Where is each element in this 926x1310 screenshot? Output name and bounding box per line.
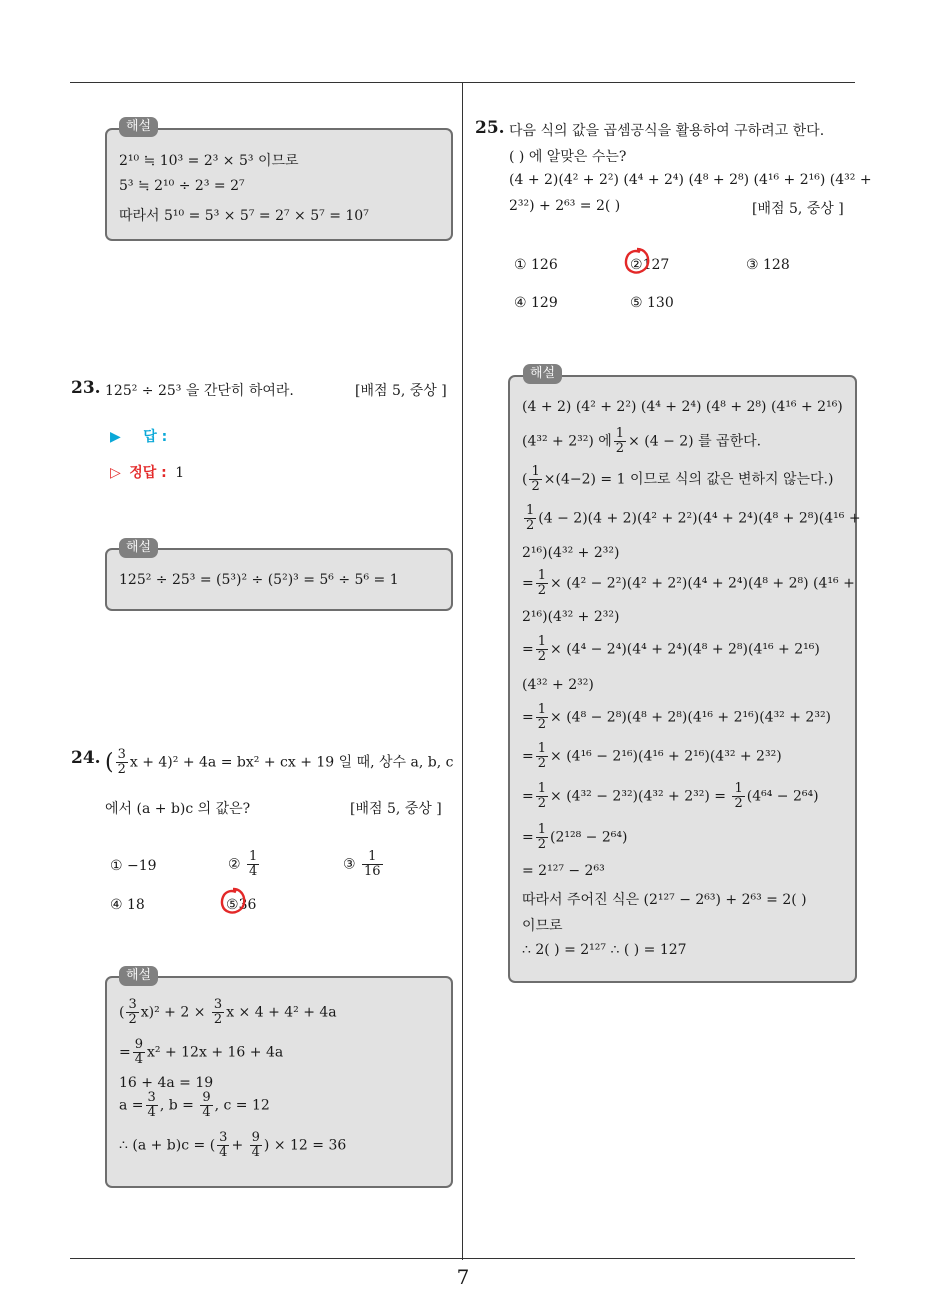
explanation-line: 16 + 4a = 19 [119,1075,214,1091]
explanation-line: 따라서 주어진 식은 (2¹²⁷ − 2⁶³) + 2⁶³ = 2( ) [522,892,807,908]
explanation-tag: 해설 [523,364,562,384]
explanation-box-22 [105,128,453,241]
bottom-rule [70,1258,855,1259]
question-number: 23. [71,378,101,398]
explanation-tag: 해설 [119,538,158,558]
explanation-line: ( $\frac{1}{2}$ ×(4−2) = 1 이므로 식의 값은 변하지 않는다.) [522,464,834,494]
question-number: 25. [475,118,505,138]
points-label: [배점 5, 중상 ] [752,201,844,217]
explanation-box-25 [508,375,861,983]
explanation-line: 이므로 [522,918,563,934]
option-4[interactable]: ④ 18 [110,897,145,913]
explanation-line: 125² ÷ 25³ = (5³)² ÷ (5²)³ = 5⁶ ÷ 5⁶ = 1 [119,572,399,588]
explanation-tag: 해설 [119,117,158,137]
explanation-line: 따라서 5¹⁰ = 5³ × 5⁷ = 2⁷ × 5⁷ = 10⁷ [119,208,369,224]
question-text-line2: 에서 (a + b)c 의 값은? [105,801,251,817]
question-text: 다음 식의 값을 곱셈공식을 활용하여 구하려고 한다. [509,123,825,139]
explanation-box-23 [105,548,453,611]
explanation-line: = $\frac{1}{2}$ (2¹²⁸ − 2⁶⁴) [522,822,628,852]
option-1[interactable]: ① −19 [110,858,157,874]
explanation-line: = $\frac{9}{4}$ x² + 12x + 16 + 4a [119,1037,284,1067]
answer-arrow-icon: ▶ [110,429,121,445]
explanation-line: ∴ 2( ) = 2¹²⁷ ∴ ( ) = 127 [522,942,687,958]
option-3[interactable]: ③ 128 [746,257,790,273]
correct-answer-value: 1 [175,465,185,481]
explanation-line: (4³² + 2³²) 에 $\frac{1}{2}$ × (4 − 2) 를 곱한다. [522,426,762,456]
correct-answer-label: 정답 : [129,465,167,481]
option-4[interactable]: ④ 129 [514,295,558,311]
explanation-line: = $\frac{1}{2}$ × (4⁸ − 2⁸)(4⁸ + 2⁸)(4¹⁶ + 2¹⁶)(4³² + 2³²) [522,702,832,732]
option-5[interactable]: ⑤36 [226,897,257,913]
points-label: [배점 5, 중상 ] [350,801,442,817]
question-text-line2: ( ) 에 알맞은 수는? [509,149,627,165]
explanation-line: a = $\frac{3}{4}$ , b = $\frac{9}{4}$ , c = 12 [119,1090,270,1120]
correct-arrow-icon: ▷ [110,465,121,481]
option-1[interactable]: ① 126 [514,257,558,273]
option-2[interactable]: ② $\frac{1}{4}$ [228,849,258,879]
column-divider [462,82,463,1260]
explanation-line: (4 + 2) (4² + 2²) (4⁴ + 2⁴) (4⁸ + 2⁸) (4¹⁶ + 2¹⁶) [522,399,843,415]
question-number: 24. [71,748,101,768]
option-5[interactable]: ⑤ 130 [630,295,674,311]
explanation-line: = $\frac{1}{2}$ × (4³² − 2³²)(4³² + 2³²) = $\frac{1}{2}$ (4⁶⁴ − 2⁶⁴) [522,781,819,811]
explanation-line: ∴ (a + b)c = ( $\frac{3}{4}$ + $\frac{9}{4}$ ) × 12 = 36 [119,1130,347,1160]
question-text: 125² ÷ 25³ 을 간단히 하여라. [105,383,294,399]
page-number: 7 [456,1265,470,1289]
explanation-line: = $\frac{1}{2}$ × (4¹⁶ − 2¹⁶)(4¹⁶ + 2¹⁶)(4³² + 2³²) [522,741,782,771]
explanation-line: 2¹⁰ ≒ 10³ = 2³ × 5³ 이므로 [119,153,299,169]
explanation-box-24 [105,976,453,1188]
explanation-line: (4³² + 2³²) [522,677,594,693]
answer-label: 답 : [143,429,168,445]
explanation-line: 5³ ≒ 2¹⁰ ÷ 2³ = 2⁷ [119,178,245,194]
points-label: [배점 5, 중상 ] [355,383,447,399]
question-text-line4: 2³²) + 2⁶³ = 2( ) [509,198,621,214]
explanation-line: = 2¹²⁷ − 2⁶³ [522,863,605,879]
explanation-line: 2¹⁶)(4³² + 2³²) [522,545,620,561]
option-3[interactable]: ③ $\frac{1}{16}$ [343,849,381,879]
explanation-line: = $\frac{1}{2}$ × (4⁴ − 2⁴)(4⁴ + 2⁴)(4⁸ + 2⁸)(4¹⁶ + 2¹⁶) [522,634,820,664]
answer-row [110,426,167,446]
explanation-line: 2¹⁶)(4³² + 2³²) [522,609,620,625]
explanation-line: $\frac{1}{2}$ (4 − 2)(4 + 2)(4² + 2²)(4⁴ + 2⁴)(4⁸ + 2⁸)(4¹⁶ + [526,503,861,533]
answer-circle-mark-icon [621,245,653,277]
question-text: ( $\frac{3}{2}$ x + 4)² + 4a = bx² + cx + 19 일 때, 상수 a, b, c [105,747,454,777]
explanation-tag: 해설 [119,966,158,986]
correct-answer-row [110,462,184,482]
explanation-line: = $\frac{1}{2}$ × (4² − 2²)(4² + 2²)(4⁴ + 2⁴)(4⁸ + 2⁸) (4¹⁶ + [522,568,855,598]
answer-circle-mark-icon [217,885,249,917]
option-2[interactable]: ②127 [630,257,670,273]
explanation-line: ( $\frac{3}{2}$ x)² + 2 × $\frac{3}{2}$ x × 4 + 4² + 4a [119,997,337,1027]
question-text-line3: (4 + 2)(4² + 2²) (4⁴ + 2⁴) (4⁸ + 2⁸) (4¹⁶ + 2¹⁶) (4³² + [509,172,872,188]
